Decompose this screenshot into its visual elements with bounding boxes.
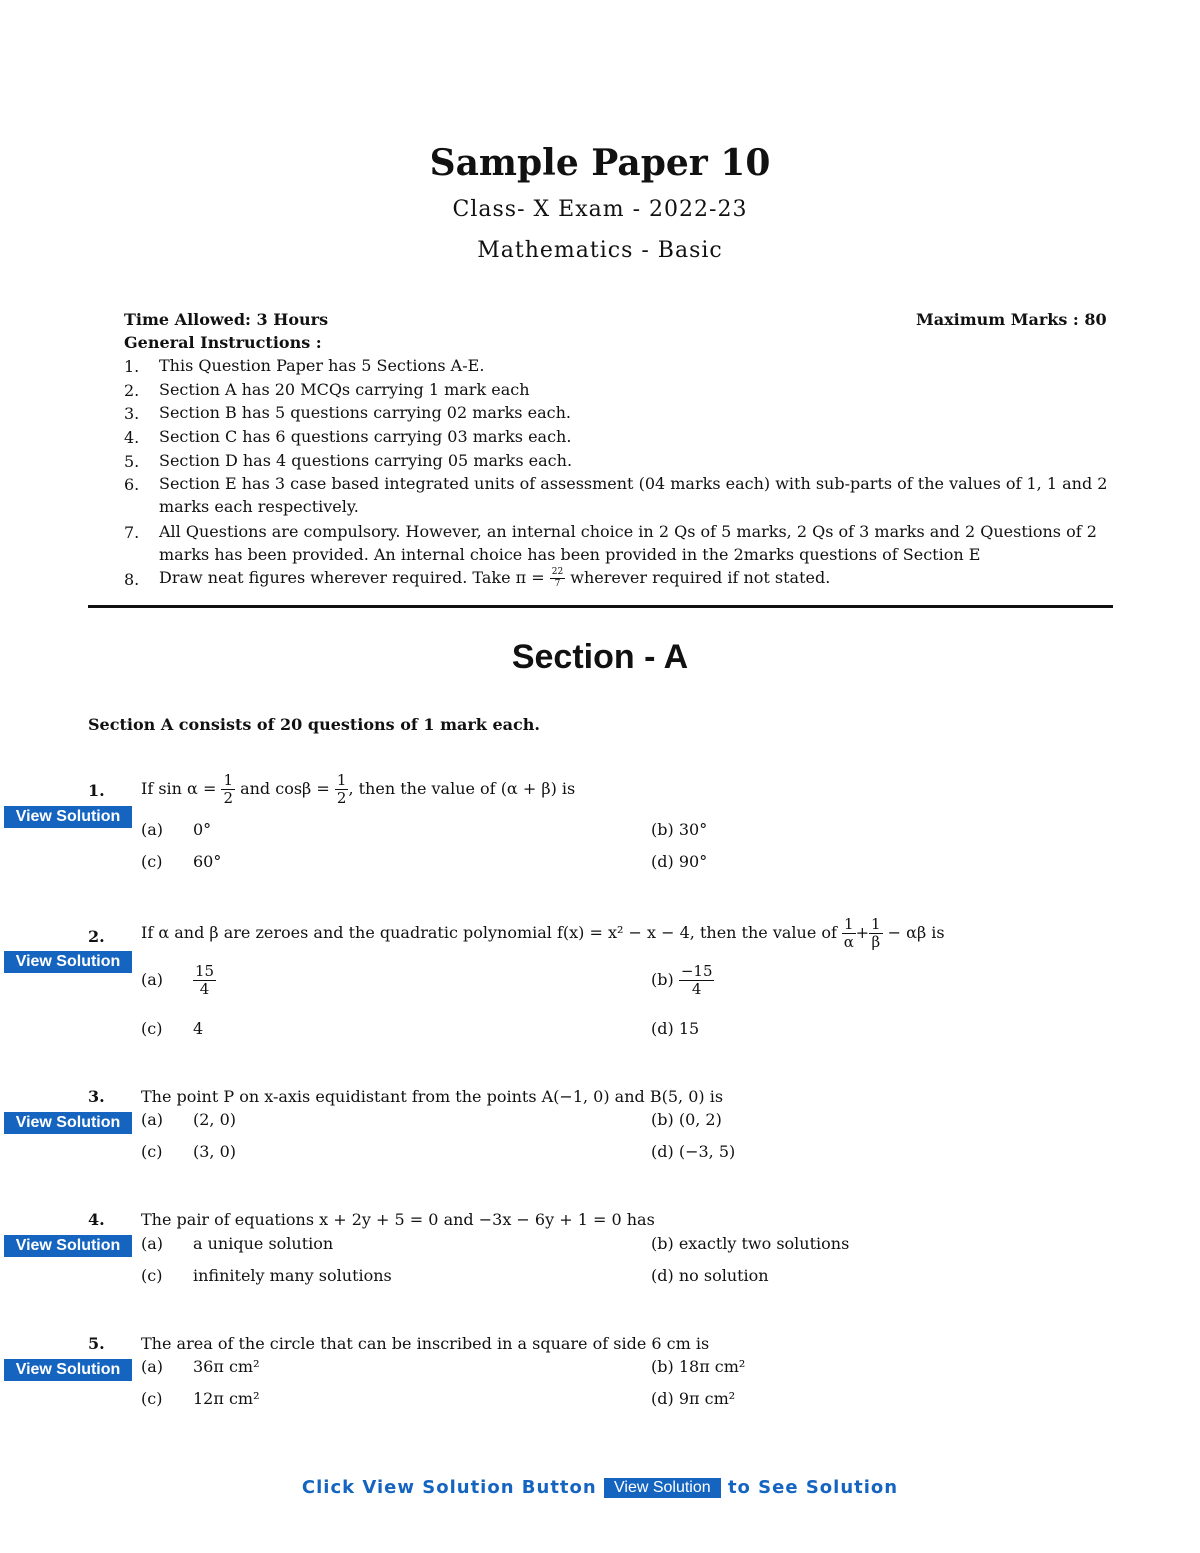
option-b[interactable] [651,964,714,997]
question-number: 3. [88,1087,105,1106]
question-text: The area of the circle that can be inscribed in a square of side 6 cm is [141,1334,710,1353]
instruction-number: 6. [124,475,140,494]
option-label: (d) [651,1389,674,1408]
fraction [842,917,856,950]
question-number: 5. [88,1334,105,1353]
question-text-part: If sin α = [141,779,217,798]
view-solution-button[interactable]: View Solution [4,1112,132,1134]
question-text: The point P on x-axis equidistant from the points A(−1, 0) and B(5, 0) is [141,1087,724,1106]
option-label: (c) [141,1019,163,1038]
section-heading: Section - A [511,638,689,676]
fraction-denominator: 2 [336,789,347,807]
option-c[interactable] [141,1019,203,1038]
instruction-text: Section D has 4 questions carrying 05 marks each. [159,451,573,470]
option-a[interactable] [141,964,216,997]
option-label: (a) [141,820,164,839]
option-c[interactable] [141,1266,392,1285]
question-number: 4. [88,1210,105,1229]
option-label: (d) [651,1266,674,1285]
time-allowed: Time Allowed: 3 Hours [124,310,329,329]
instruction-number: 5. [124,452,140,471]
fraction [221,773,235,806]
option-a[interactable] [141,1110,236,1129]
instruction-number: 7. [124,523,140,542]
footer-text-post: to See Solution [727,1477,899,1498]
view-solution-button[interactable]: View Solution [4,951,132,973]
fraction-denominator: α [843,933,854,951]
option-label: (d) [651,1019,674,1038]
pi-fraction [550,568,565,589]
footer-text-pre: Click View Solution Button [301,1477,597,1498]
fraction-denominator: 4 [691,980,702,998]
option-label: (d) [651,852,674,871]
question-number: 2. [88,927,105,946]
footer-hint [0,1477,1200,1498]
option-value: 30° [678,820,708,839]
instruction-text: This Question Paper has 5 Sections A-E. [159,356,485,375]
question-number: 1. [88,781,105,800]
option-c[interactable] [141,852,221,871]
view-solution-button[interactable]: View Solution [4,1359,132,1381]
paper-title: Sample Paper 10 [429,142,771,184]
option-value: (2, 0) [193,1110,237,1129]
instruction-number: 8. [124,570,140,589]
option-label: (c) [141,1266,163,1285]
question-text [141,917,945,950]
instruction-text [159,566,1117,589]
option-label: (b) [651,1357,674,1376]
instruction-text-pre: Draw neat figures wherever required. Take π = [159,568,545,587]
option-value: 15 [678,1019,700,1038]
section-divider [88,605,1113,608]
pi-fraction-denominator: 7 [554,579,561,589]
fraction-denominator: 4 [199,980,210,998]
option-b[interactable] [651,1110,722,1129]
question-text [141,773,575,806]
instruction-text: All Questions are compulsory. However, an internal choice in 2 Qs of 5 marks, 2 Qs of 3 marks and 2 Questions of 2 marks has been provided. An internal choice has been provided in the 2marks questions of Section E [159,522,1097,564]
option-label: (d) [651,1142,674,1161]
instruction-number: 2. [124,381,140,400]
option-d[interactable] [651,1019,699,1038]
option-value: (0, 2) [678,1110,722,1129]
question-text-part: − αβ is [887,923,945,942]
option-value: 9π cm² [678,1389,736,1408]
fraction-numerator: −15 [680,962,713,980]
question-text-part: and cosβ = [240,779,330,798]
instruction-number: 4. [124,428,140,447]
question-text: The pair of equations x + 2y + 5 = 0 and −3x − 6y + 1 = 0 has [141,1210,655,1229]
fraction-numerator: 1 [223,771,233,789]
fraction [679,964,715,997]
option-c[interactable] [141,1142,236,1161]
view-solution-button[interactable]: View Solution [4,806,132,828]
option-d[interactable] [651,852,707,871]
option-label: (a) [141,1357,164,1376]
fraction-denominator: 2 [223,789,233,807]
option-value: a unique solution [193,1234,334,1253]
fraction-numerator: 1 [336,771,347,789]
question-text-part: , then the value of (α + β) is [348,779,576,798]
footer-view-solution-button[interactable]: View Solution [604,1478,721,1498]
option-label: (b) [651,820,674,839]
fraction [335,773,349,806]
option-value: exactly two solutions [678,1234,850,1253]
option-label: (b) [651,1234,674,1253]
option-value: 36π cm² [193,1357,260,1376]
option-label: (a) [141,1234,164,1253]
option-b[interactable] [651,1234,849,1253]
instruction-number: 1. [124,357,140,376]
instruction-text: Section B has 5 questions carrying 02 marks each. [159,403,571,422]
option-a[interactable] [141,820,211,839]
option-value: 18π cm² [678,1357,746,1376]
fraction-numerator: 1 [871,915,881,933]
option-d[interactable] [651,1142,735,1161]
option-label: (c) [141,1389,163,1408]
option-c[interactable] [141,1389,260,1408]
option-label: (c) [141,1142,163,1161]
instruction-number: 3. [124,404,140,423]
option-a[interactable] [141,1234,333,1253]
maximum-marks: Maximum Marks : 80 [916,310,1107,329]
question-text-part: + [855,923,869,942]
instruction-text-post: wherever required if not stated. [570,568,831,587]
option-label: (a) [141,970,164,989]
fraction [193,964,216,997]
option-label: (b) [651,1110,674,1129]
option-value: no solution [678,1266,769,1285]
instruction-text: Section A has 20 MCQs carrying 1 mark each [159,380,530,399]
view-solution-button[interactable]: View Solution [4,1235,132,1257]
option-value: (3, 0) [193,1142,237,1161]
option-value: 0° [193,820,212,839]
option-b[interactable] [651,820,707,839]
instructions-title: General Instructions : [124,333,322,352]
section-note: Section A consists of 20 questions of 1 mark each. [88,715,540,734]
option-label: (b) [651,970,674,989]
class-line: Class- X Exam - 2022-23 [452,197,748,222]
option-value: (−3, 5) [678,1142,736,1161]
option-value: 90° [678,852,708,871]
question-text-part: If α and β are zeroes and the quadratic polynomial f(x) = x² − x − 4, then the value of [141,923,837,942]
option-label: (a) [141,1110,164,1129]
fraction [869,917,883,950]
fraction-denominator: β [871,933,881,951]
option-value: 12π cm² [193,1389,260,1408]
fraction-numerator: 1 [844,915,854,933]
option-d[interactable] [651,1389,735,1408]
subject-line: Mathematics - Basic [477,238,723,263]
option-a[interactable] [141,1357,260,1376]
option-value: infinitely many solutions [193,1266,392,1285]
pi-fraction-numerator: 22 [551,567,564,577]
instruction-text: Section C has 6 questions carrying 03 marks each. [159,427,572,446]
option-label: (c) [141,852,163,871]
instruction-text: Section E has 3 case based integrated units of assessment (04 marks each) with sub-parts of the values of 1, 1 and 2 marks each respectively. [159,474,1108,516]
option-value: 60° [193,852,222,871]
option-b[interactable] [651,1357,745,1376]
fraction-numerator: 15 [195,962,215,980]
option-d[interactable] [651,1266,769,1285]
option-value: 4 [193,1019,204,1038]
